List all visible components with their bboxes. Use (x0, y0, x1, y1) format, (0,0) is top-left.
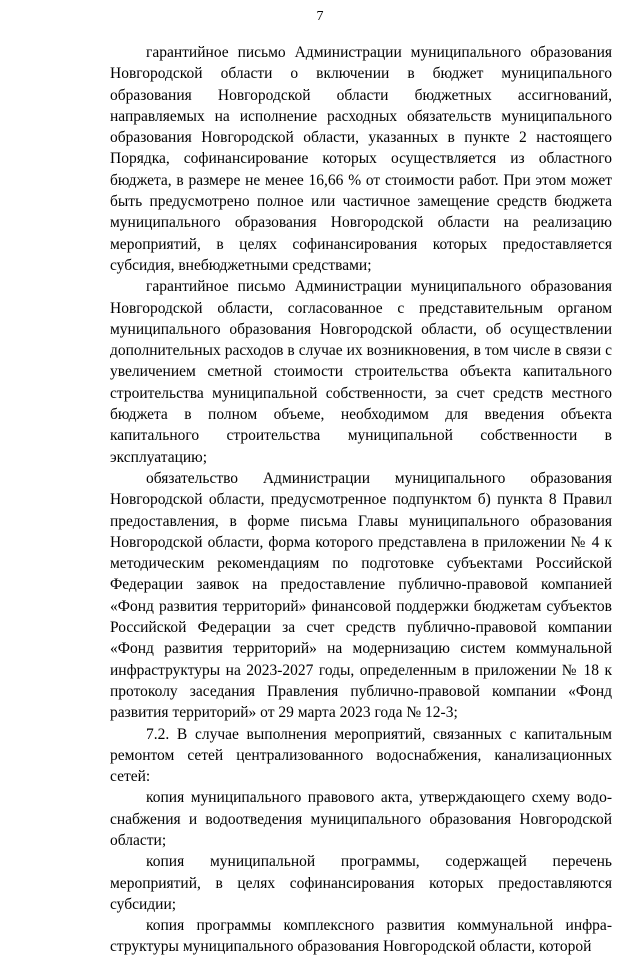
paragraph-clause-7-2: 7.2. В случае выполнения мероприятий, связанных с капитальным ремонтом сетей централизованного водоснабжения, канализационных сетей: (110, 725, 612, 786)
paragraph-copy-legal-act: копия муниципального правового акта, утверждающего схему водоснабжения и водоотведения муниципального образования Новгородской области; (110, 789, 612, 849)
document-body (110, 42, 612, 958)
paragraph-copy-development-program: копия программы комплексного развития коммунальной инфраструктуры муниципального образования Новгородской области, которой (110, 917, 612, 956)
paragraph-guarantee-letter-additional-expenses: гарантийное письмо Администрации муниципального образования Новгородской области, согласованное с представительным органом муниципального образования Новгородской области, об осуществлении дополнительных расходов в случае их возникновения, в том числе в связи с увеличением сметной стоимости строительства объекта капитального строительства муниципальной собственности, за счет средств местного бюджета в полном объеме, необходимом для введения объекта капитального строительства муниципальной собственности в эксплуатацию; (110, 278, 612, 466)
page-number: 7 (316, 9, 324, 24)
paragraph-guarantee-letter-budget: гарантийное письмо Администрации муниципального образования Новгородской области о включении в бюджет муниципального образования Новгородской области бюджетных ассигнований, направляемых на исполнение расходных обязательств муниципального образования Новгородской области, указанных в пункте 2 настоящего Порядка, софинансирование которых осуществляется из областного бюджета, в размере не менее 16,66 % от стоимости работ. При этом может быть предусмотрено полное или частичное замещение средств бюджета муниципального образования Новгородской области на реализацию мероприятий, в целях софинансирования которых предоставляется субсидия, внебюджетными средствами; (110, 44, 612, 274)
paragraph-copy-municipal-program: копия муниципальной программы, содержащей перечень мероприятий, в целях софинансирования которых предоставляются субсидии; (110, 853, 612, 913)
paragraph-obligation-administration: обязательство Администрации муниципального образования Новгородской области, предусмотренное подпунктом б) пункта 8 Правил предоставления, в форме письма Главы муниципального образования Новгородской области, форма которого представлена в приложении № 4 к методическим рекомендациям по подготовке субъектами Российской Федерации заявок на предоставление публично-правовой компанией «Фонд развития территорий» финансовой поддержки бюджетам субъектов Российской Федерации за счет средств публично-правовой компании «Фонд развития территорий» на модернизацию систем коммунальной инфраструктуры на 2023-2027 годы, определенным в приложении № 18 к протоколу заседания Правления публично-правовой компании «Фонд развития территорий» от 29 марта 2023 года № 12-3; (110, 469, 612, 722)
